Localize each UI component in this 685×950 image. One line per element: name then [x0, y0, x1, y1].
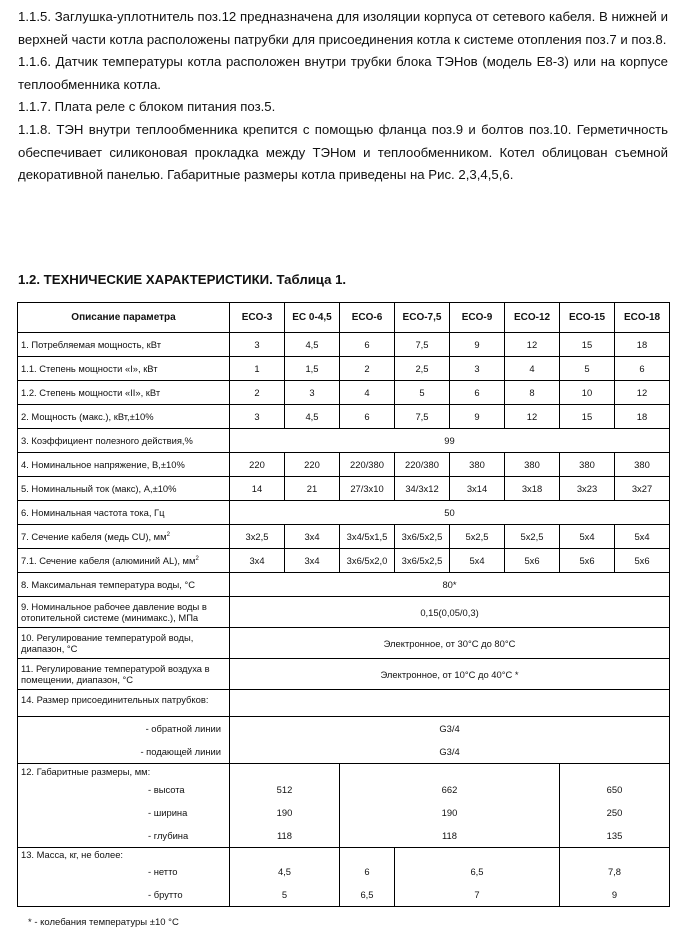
table-row [18, 740, 670, 764]
header-cell: ECO-9 [450, 303, 505, 333]
value-cell: 220 [230, 453, 285, 477]
dims-g3-height: 650 [560, 778, 670, 801]
header-cell: EC 0-4,5 [285, 303, 340, 333]
mass-net-label: - нетто [18, 860, 230, 883]
param-label: 6. Номинальная частота тока, Гц [18, 501, 230, 525]
dims-g3-width: 250 [560, 801, 670, 824]
merged-value: Электронное, от 30°С до 80°С [230, 628, 670, 659]
value-cell: 3 [230, 333, 285, 357]
dims-height-label: - высота [18, 778, 230, 801]
value-cell: 3x27 [615, 477, 670, 501]
value-cell: 5 [560, 357, 615, 381]
nozzles-label: 14. Размер присоединительных патрубков: [18, 690, 230, 717]
value-cell: 1 [230, 357, 285, 381]
table-row [18, 453, 670, 477]
value-cell: 10 [560, 381, 615, 405]
value-cell: 7,5 [395, 333, 450, 357]
mass-label: 13. Масса, кг, не более: [18, 848, 230, 861]
value-cell: 5x4 [560, 525, 615, 549]
value-cell: 3x4 [285, 525, 340, 549]
table-row [18, 883, 670, 907]
nozzles-return-label: - обратной линии [18, 717, 230, 741]
table-row [18, 764, 670, 779]
mass-gross-g2: 6,5 [340, 883, 395, 907]
dims-g2-depth: 118 [340, 824, 560, 848]
header-cell: ECO-7,5 [395, 303, 450, 333]
table-row [18, 501, 670, 525]
value-cell: 34/3x12 [395, 477, 450, 501]
dims-g1-height: 512 [230, 778, 340, 801]
value-cell: 380 [450, 453, 505, 477]
dims-g1-width: 190 [230, 801, 340, 824]
mass-gross-label: - брутто [18, 883, 230, 907]
value-cell: 7,5 [395, 405, 450, 429]
value-cell: 12 [505, 405, 560, 429]
table-row [18, 824, 670, 848]
value-cell: 3x23 [560, 477, 615, 501]
value-cell: 5x4 [615, 525, 670, 549]
merged-value: 50 [230, 501, 670, 525]
value-cell: 2 [230, 381, 285, 405]
value-cell: 3x4 [230, 549, 285, 573]
paragraph-1-1-6: 1.1.6. Датчик температуры котла расположен внутри трубки блока ТЭНов (модель Е8-3) или на корпусе теплообменника котла. [18, 54, 668, 92]
intro-text [18, 6, 668, 187]
mass-gross-g4: 9 [560, 883, 670, 907]
merged-value: 0,15(0,05/0,3) [230, 597, 670, 628]
merged-value: 99 [230, 429, 670, 453]
param-label: 1.2. Степень мощности «II», кВт [18, 381, 230, 405]
dims-g2-height: 662 [340, 778, 560, 801]
table-row [18, 525, 670, 549]
param-label: 5. Номинальный ток (макс), А,±10% [18, 477, 230, 501]
value-cell: 3x18 [505, 477, 560, 501]
dims-width-label: - ширина [18, 801, 230, 824]
table-row [18, 690, 670, 717]
dims-g2-width: 190 [340, 801, 560, 824]
value-cell: 4,5 [285, 405, 340, 429]
value-cell: 2,5 [395, 357, 450, 381]
merged-value: 80* [230, 573, 670, 597]
param-label: 4. Номинальное напряжение, В,±10% [18, 453, 230, 477]
value-cell: 5x6 [505, 549, 560, 573]
mass-net-g2: 6 [340, 860, 395, 883]
value-cell: 21 [285, 477, 340, 501]
dims-depth-label: - глубина [18, 824, 230, 848]
value-cell: 3 [230, 405, 285, 429]
nozzles-supply-label: - подающей линии [18, 740, 230, 764]
value-cell: 5x4 [450, 549, 505, 573]
footnote: * - колебания температуры ±10 °С [28, 917, 179, 928]
header-cell: ECO-12 [505, 303, 560, 333]
value-cell: 3x6/5x2,5 [395, 525, 450, 549]
value-cell: 3 [450, 357, 505, 381]
header-cell: Описание параметра [18, 303, 230, 333]
mass-net-g3: 6,5 [395, 860, 560, 883]
table-row [18, 717, 670, 741]
param-label: 7. Сечение кабеля (медь CU), $мм^2$ [18, 525, 230, 549]
table-row [18, 333, 670, 357]
table-row [18, 778, 670, 801]
paragraph-1-1-5: 1.1.5. Заглушка-уплотнитель поз.12 предназначена для изоляции корпуса от сетевого кабеля. В нижней и верхней части котла расположены патрубки для присоединения котла к системе отопления поз.7 и поз.8. [18, 9, 668, 47]
value-cell: 27/3x10 [340, 477, 395, 501]
table-row [18, 659, 670, 690]
value-cell: 4 [505, 357, 560, 381]
value-cell: 2 [340, 357, 395, 381]
header-cell: ECO-15 [560, 303, 615, 333]
value-cell: 380 [560, 453, 615, 477]
paragraph-1-1-8: 1.1.8. ТЭН внутри теплообменника крепится с помощью фланца поз.9 и болтов поз.10. Герметичность обеспечивает силиконовая прокладка между ТЭНом и теплообменником. Котел облицован съемной декоративной панелью. Габаритные размеры котла приведены на Рис. 2,3,4,5,6. [18, 121, 668, 183]
value-cell: 380 [615, 453, 670, 477]
paragraph-1-1-7: 1.1.7. Плата реле с блоком питания поз.5. [18, 99, 276, 115]
value-cell: 4 [340, 381, 395, 405]
mass-g3-top [395, 848, 560, 861]
table-row [18, 549, 670, 573]
nozzles-empty [230, 690, 670, 717]
dims-label: 12. Габаритные размеры, мм: [18, 764, 230, 779]
param-label: 8. Максимальная температура воды, °С [18, 573, 230, 597]
value-cell: 18 [615, 333, 670, 357]
table-row [18, 573, 670, 597]
value-cell: 15 [560, 333, 615, 357]
mass-gross-g1: 5 [230, 883, 340, 907]
nozzles-supply-value: G3/4 [230, 740, 670, 764]
table-row [18, 860, 670, 883]
value-cell: 5x2,5 [450, 525, 505, 549]
unit-superscript: 2 [166, 532, 170, 539]
mass-g4-top [560, 848, 670, 861]
value-cell: 220/380 [340, 453, 395, 477]
value-cell: 3 [285, 381, 340, 405]
param-label: 1.1. Степень мощности «I», кВт [18, 357, 230, 381]
mass-gross-g3: 7 [395, 883, 560, 907]
value-cell: 5x2,5 [505, 525, 560, 549]
value-cell: 6 [340, 405, 395, 429]
param-label: 7.1. Сечение кабеля (алюминий AL), $мм^2$ [18, 549, 230, 573]
value-cell: 3x6/5x2,0 [340, 549, 395, 573]
value-cell: 3x4/5x1,5 [340, 525, 395, 549]
param-label: 1. Потребляемая мощность, кВт [18, 333, 230, 357]
table-row [18, 381, 670, 405]
table-row [18, 405, 670, 429]
param-label: 11. Регулирование температурой воздуха в помещении, диапазон, °С [18, 659, 230, 690]
value-cell: 8 [505, 381, 560, 405]
value-cell: 5 [395, 381, 450, 405]
mass-net-g4: 7,8 [560, 860, 670, 883]
section-heading: 1.2. ТЕХНИЧЕСКИЕ ХАРАКТЕРИСТИКИ. Таблица 1. [18, 272, 347, 287]
value-cell: 3x14 [450, 477, 505, 501]
table-row [18, 429, 670, 453]
value-cell: 6 [340, 333, 395, 357]
merged-value: Электронное, от 10°С до 40°С * [230, 659, 670, 690]
value-cell: 6 [615, 357, 670, 381]
table-row [18, 597, 670, 628]
dims-g3-depth: 135 [560, 824, 670, 848]
table-body [18, 333, 670, 690]
value-cell: 220/380 [395, 453, 450, 477]
table-body-blocks [18, 690, 670, 907]
value-cell: 3x4 [285, 549, 340, 573]
table-row [18, 628, 670, 659]
param-label: 3. Коэффициент полезного действия,% [18, 429, 230, 453]
value-cell: 9 [450, 405, 505, 429]
value-cell: 5x6 [615, 549, 670, 573]
header-cell: ECO-18 [615, 303, 670, 333]
value-cell: 4,5 [285, 333, 340, 357]
mass-net-g1: 4,5 [230, 860, 340, 883]
table-row [18, 477, 670, 501]
header-cell: ECO-6 [340, 303, 395, 333]
value-cell: 12 [505, 333, 560, 357]
dims-g1-top [230, 764, 340, 779]
value-cell: 15 [560, 405, 615, 429]
value-cell: 3x6/5x2,5 [395, 549, 450, 573]
unit-superscript: 2 [195, 556, 199, 563]
param-label: 9. Номинальное рабочее давление воды в отопительной системе (минимакс.), МПа [18, 597, 230, 628]
value-cell: 9 [450, 333, 505, 357]
value-cell: 220 [285, 453, 340, 477]
value-cell: 380 [505, 453, 560, 477]
value-cell: 6 [450, 381, 505, 405]
table-header-row [18, 303, 670, 333]
value-cell: 5x6 [560, 549, 615, 573]
table-row [18, 357, 670, 381]
dims-g2-top [340, 764, 560, 779]
table-row [18, 801, 670, 824]
mass-g2-top [340, 848, 395, 861]
dims-g3-top [560, 764, 670, 779]
dims-g1-depth: 118 [230, 824, 340, 848]
mass-g1-top [230, 848, 340, 861]
header-cell: ECO-3 [230, 303, 285, 333]
value-cell: 3x2,5 [230, 525, 285, 549]
param-label: 2. Мощность (макс.), кВт,±10% [18, 405, 230, 429]
value-cell: 12 [615, 381, 670, 405]
tech-spec-table [17, 302, 670, 907]
value-cell: 1,5 [285, 357, 340, 381]
param-label: 10. Регулирование температурой воды, диапазон, °С [18, 628, 230, 659]
value-cell: 14 [230, 477, 285, 501]
table-row [18, 848, 670, 861]
value-cell: 18 [615, 405, 670, 429]
nozzles-return-value: G3/4 [230, 717, 670, 741]
